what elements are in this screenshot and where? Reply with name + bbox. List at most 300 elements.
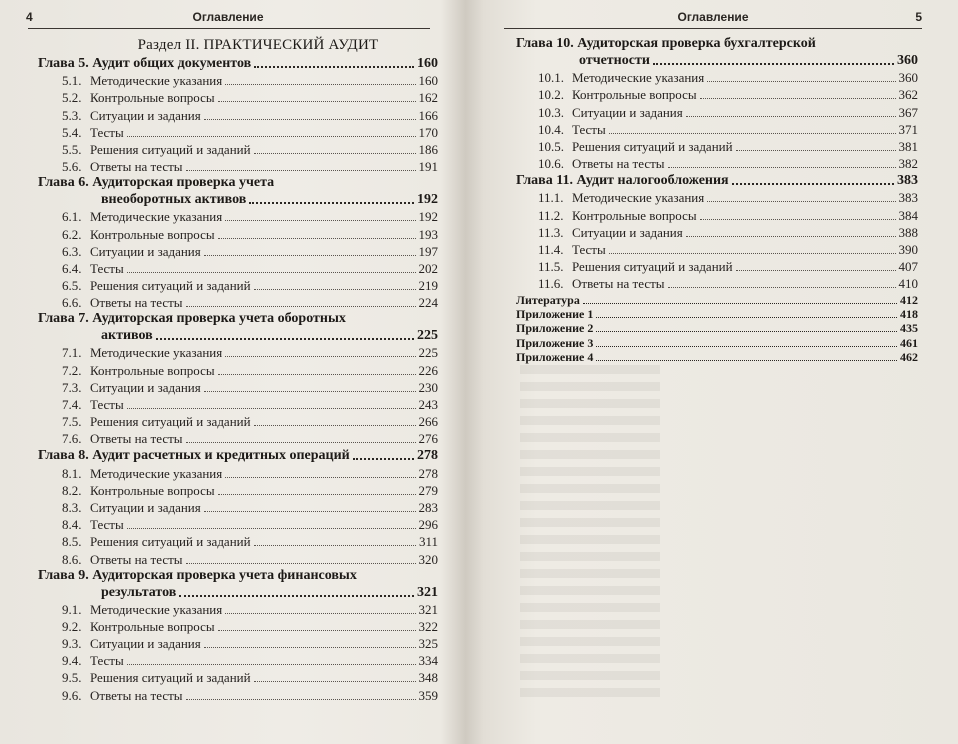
chapter-entry (38, 175, 438, 208)
subentry-title: Контрольные вопросы (572, 87, 697, 103)
subentry-label (62, 635, 201, 652)
subentry-label (538, 207, 697, 224)
subentry-number: 6.1. (62, 209, 82, 225)
subentry-number: 10.4. (538, 121, 564, 137)
dot-leader (218, 493, 416, 495)
subentry-title: Ситуации и задания (90, 636, 201, 652)
subentry-number: 11.6. (538, 276, 564, 292)
subentry-number: 9.3. (62, 636, 82, 652)
dot-leader (254, 424, 416, 426)
toc-subentry (38, 550, 438, 567)
toc-subentry (38, 344, 438, 361)
subentry-number: 11.1. (538, 190, 564, 206)
right-running-head (504, 10, 922, 26)
dot-leader (186, 305, 416, 307)
chapter-title: Глава 10. Аудиторская проверка бухгалтерской (516, 36, 816, 51)
chapter-page: 192 (417, 192, 438, 208)
toc-subentry (38, 516, 438, 533)
toc-subentry (38, 294, 438, 311)
subentry-number: 11.4. (538, 241, 564, 257)
dot-leader (609, 132, 896, 134)
chapter-page: 278 (417, 448, 438, 464)
dot-leader (700, 218, 896, 220)
subentry-number: 8.2. (62, 482, 82, 498)
left-chapters (38, 55, 438, 704)
toc-subentry (38, 124, 438, 141)
right-toc (516, 36, 918, 364)
subentry-number: 7.6. (62, 431, 82, 447)
subentry-label (538, 258, 733, 275)
left-running-head (26, 10, 430, 26)
dot-leader (700, 97, 896, 99)
dot-leader (186, 169, 416, 171)
dot-leader (736, 269, 896, 271)
subentry-label (62, 107, 201, 124)
subentry-label (62, 379, 201, 396)
subentry-title: Контрольные вопросы (572, 207, 697, 223)
chapter-title: результатов (101, 584, 177, 600)
toc-subentry (38, 601, 438, 618)
subentry-label (62, 294, 183, 311)
subentry-label (62, 465, 222, 482)
dot-leader (225, 219, 415, 221)
subentry-page: 224 (418, 295, 438, 311)
subentry-number: 7.4. (62, 397, 82, 412)
toc-subentry (38, 430, 438, 447)
subentry-label (62, 669, 251, 686)
back-matter-page: 435 (900, 321, 918, 336)
subentry-title: Контрольные вопросы (90, 362, 215, 378)
subentry-page: 390 (898, 241, 918, 257)
chapter-title: Глава 9. Аудиторская проверка учета финансовых (38, 567, 357, 583)
right-page (478, 0, 958, 744)
subentry-number: 9.2. (62, 618, 82, 634)
subentry-page: 243 (418, 397, 438, 412)
subentry-page: 348 (418, 670, 438, 686)
chapter-entry (516, 36, 918, 69)
subentry-label (62, 158, 183, 175)
chapter-entry (38, 447, 438, 464)
back-matter-title: Приложение 1 (516, 307, 594, 322)
subentry-label (538, 241, 606, 258)
subentry-title: Ответы на тесты (90, 551, 183, 567)
subentry-title: Методические указания (572, 190, 705, 206)
chapter-row (516, 172, 918, 189)
subentry-title: Контрольные вопросы (90, 226, 215, 242)
back-matter-title: Литература (516, 292, 580, 307)
dot-leader (249, 201, 414, 204)
toc-subentry (38, 158, 438, 175)
toc-subentry (38, 396, 438, 413)
toc-subentry (38, 277, 438, 294)
dot-leader (583, 302, 897, 304)
subentry-number: 8.4. (62, 517, 82, 533)
subentry-label (62, 687, 183, 704)
chapter-entry (38, 55, 438, 72)
subentry-label (62, 499, 201, 516)
subentry-page: 362 (898, 87, 918, 103)
toc-subentry (38, 635, 438, 652)
chapter-title: Глава 6. Аудиторская проверка учета (38, 175, 275, 191)
chapter-page: 321 (417, 584, 438, 600)
dot-leader (204, 118, 416, 120)
toc-subentry (516, 241, 918, 258)
back-matter-entry (516, 307, 918, 321)
chapter-row (516, 52, 918, 69)
subentry-number: 10.3. (538, 104, 564, 120)
subentry-page: 320 (418, 551, 438, 567)
subentry-number: 11.3. (538, 224, 564, 240)
subentry-number: 10.2. (538, 87, 564, 103)
subentry-number: 11.5. (538, 259, 564, 275)
chapter-title: внеоборотных активов (101, 192, 247, 208)
dot-leader (186, 698, 416, 700)
back-matter-title: Приложение 4 (516, 350, 594, 365)
subentry-page: 311 (418, 534, 438, 550)
subentry-label (62, 652, 124, 669)
chapter-entry (38, 311, 438, 344)
toc-subentry (516, 103, 918, 120)
subentry-title: Ответы на тесты (90, 687, 183, 703)
header-rule (28, 28, 430, 29)
section-title: Раздел II. ПРАКТИЧЕСКИЙ АУДИТ (137, 37, 379, 53)
subentry-page: 410 (898, 276, 918, 292)
subentry-label (538, 86, 697, 103)
dot-leader (668, 166, 896, 168)
page-number: 5 (915, 10, 922, 24)
subentry-number: 9.6. (62, 687, 82, 703)
subentry-title: Решения ситуаций и заданий (90, 414, 251, 430)
dot-leader (127, 527, 416, 529)
back-matter (516, 292, 918, 364)
subentry-page: 170 (418, 124, 438, 140)
subentry-label (62, 396, 124, 413)
dot-leader (254, 65, 414, 68)
chapter-row (38, 584, 438, 601)
toc-subentry (38, 89, 438, 106)
dot-leader (668, 286, 896, 288)
dot-leader (156, 337, 414, 340)
subentry-label (62, 618, 215, 635)
dot-leader (254, 288, 416, 290)
subentry-label (62, 413, 251, 430)
toc-subentry (516, 121, 918, 138)
back-matter-page: 462 (900, 350, 918, 365)
subentry-label (538, 155, 665, 172)
subentry-label (538, 275, 665, 292)
subentry-label (62, 141, 251, 158)
subentry-label (538, 69, 704, 86)
toc-subentry (38, 669, 438, 686)
dot-leader (707, 80, 895, 82)
subentry-title: Ситуации и задания (90, 107, 201, 123)
back-matter-entry (516, 350, 918, 364)
back-matter-title: Приложение 2 (516, 321, 594, 336)
subentry-page: 276 (418, 431, 438, 447)
toc-subentry (38, 499, 438, 516)
dot-leader (353, 457, 414, 460)
toc-subentry (38, 260, 438, 277)
subentry-number: 11.2. (538, 207, 564, 223)
chapter-entry (38, 568, 438, 601)
subentry-title: Методические указания (90, 465, 223, 481)
dot-leader (225, 476, 415, 478)
subentry-label (62, 89, 215, 106)
subentry-title: Тесты (90, 260, 124, 276)
subentry-title: Ситуации и задания (572, 104, 683, 120)
subentry-title: Ответы на тесты (90, 295, 183, 311)
dot-leader (186, 562, 416, 564)
toc-subentry (516, 258, 918, 275)
subentry-title: Методические указания (90, 73, 223, 89)
subentry-label (62, 243, 201, 260)
subentry-label (62, 601, 222, 618)
chapter-row (38, 191, 438, 208)
toc-subentry (38, 72, 438, 89)
subentry-number: 10.1. (538, 70, 564, 86)
subentry-number: 5.1. (62, 73, 82, 89)
dot-leader (653, 62, 894, 65)
subentry-page: 186 (418, 141, 438, 157)
chapter-title: активов (101, 328, 153, 344)
dot-leader (218, 100, 416, 102)
toc-subentry (516, 155, 918, 172)
dot-leader (225, 83, 415, 85)
subentry-number: 9.4. (62, 653, 82, 669)
subentry-title: Ответы на тесты (572, 156, 665, 172)
toc-subentry (38, 686, 438, 703)
left-toc (38, 36, 438, 704)
subentry-number: 7.1. (62, 345, 82, 361)
subentry-number: 8.1. (62, 465, 82, 481)
chapter-title: Глава 5. Аудит общих документов (38, 56, 252, 71)
dot-leader (254, 544, 416, 546)
toc-subentry (38, 379, 438, 396)
subentry-number: 9.5. (62, 670, 82, 686)
subentry-title: Контрольные вопросы (90, 482, 215, 498)
subentry-number: 6.6. (62, 295, 82, 311)
subentry-page: 162 (418, 90, 438, 106)
subentry-number: 10.6. (538, 156, 564, 172)
subentry-label (62, 430, 183, 447)
toc-subentry (516, 138, 918, 155)
subentry-number: 6.2. (62, 226, 82, 242)
subentry-title: Ответы на тесты (90, 159, 183, 175)
dot-leader (254, 680, 416, 682)
subentry-title: Тесты (90, 653, 124, 669)
dot-leader (707, 200, 895, 202)
dot-leader (186, 441, 416, 443)
back-matter-page: 418 (900, 307, 918, 322)
subentry-title: Тесты (572, 121, 606, 137)
subentry-number: 5.5. (62, 141, 82, 157)
subentry-title: Решения ситуаций и заданий (572, 138, 733, 154)
running-title: Оглавление (192, 10, 264, 24)
subentry-title: Тесты (572, 241, 606, 257)
dot-leader (596, 330, 897, 332)
subentry-page: 381 (898, 138, 918, 154)
left-page (0, 0, 470, 744)
subentry-title: Ситуации и задания (90, 243, 201, 259)
toc-subentry (38, 361, 438, 378)
subentry-page: 388 (898, 224, 918, 240)
dot-leader (204, 390, 416, 392)
subentry-title: Методические указания (90, 209, 223, 225)
toc-subentry (516, 86, 918, 103)
subentry-number: 6.4. (62, 260, 82, 276)
dot-leader (609, 252, 896, 254)
subentry-label (62, 124, 124, 141)
subentry-page: 382 (898, 156, 918, 172)
subentry-page: 225 (418, 345, 438, 361)
subentry-title: Решения ситуаций и заданий (90, 278, 251, 294)
subentry-page: 360 (898, 70, 918, 86)
subentry-title: Методические указания (90, 345, 223, 361)
subentry-number: 7.2. (62, 362, 82, 378)
subentry-title: Решения ситуаций и заданий (90, 141, 251, 157)
dot-leader (686, 115, 896, 117)
subentry-number: 6.5. (62, 278, 82, 294)
dot-leader (204, 254, 416, 256)
subentry-title: Тесты (90, 397, 124, 412)
toc-subentry (38, 413, 438, 430)
subentry-page: 321 (418, 601, 438, 617)
chapter-title: отчетности (579, 53, 650, 68)
subentry-page: 384 (898, 207, 918, 223)
back-matter-entry (516, 321, 918, 335)
toc-subentry (516, 275, 918, 292)
back-matter-entry (516, 292, 918, 306)
subentry-label (62, 516, 124, 533)
toc-subentry (38, 141, 438, 158)
toc-subentry (516, 224, 918, 241)
back-matter-entry (516, 335, 918, 349)
header-rule (504, 28, 922, 29)
subentry-title: Методические указания (572, 70, 705, 86)
subentry-number: 5.6. (62, 159, 82, 175)
toc-subentry (38, 464, 438, 481)
subentry-page: 371 (898, 121, 918, 137)
toc-subentry (38, 243, 438, 260)
chapter-title: Глава 8. Аудит расчетных и кредитных операций (38, 448, 350, 464)
subentry-page: 192 (418, 209, 438, 225)
subentry-title: Ответы на тесты (572, 276, 665, 292)
dot-leader (596, 345, 897, 347)
subentry-title: Тесты (90, 124, 124, 140)
chapter-row (38, 447, 438, 464)
page-number: 4 (26, 10, 33, 24)
dot-leader (254, 152, 416, 154)
subentry-label (538, 189, 704, 206)
subentry-page: 322 (418, 618, 438, 634)
subentry-title: Ситуации и задания (90, 379, 201, 395)
toc-subentry (38, 533, 438, 550)
chapter-title: Глава 11. Аудит налогообложения (516, 173, 729, 189)
subentry-number: 8.6. (62, 551, 82, 567)
chapter-row (38, 55, 438, 72)
subentry-title: Контрольные вопросы (90, 90, 215, 106)
chapter-page: 383 (897, 173, 918, 189)
subentry-label (62, 208, 222, 225)
subentry-page: 193 (418, 226, 438, 242)
subentry-page: 191 (418, 159, 438, 175)
subentry-page: 219 (418, 278, 438, 294)
toc-subentry (38, 208, 438, 225)
dot-leader (732, 182, 894, 185)
dot-leader (127, 407, 416, 409)
subentry-page: 325 (418, 636, 438, 652)
subentry-title: Решения ситуаций и заданий (90, 534, 251, 550)
subentry-page: 266 (418, 414, 438, 430)
subentry-number: 8.3. (62, 499, 82, 515)
subentry-page: 278 (418, 465, 438, 481)
subentry-page: 230 (418, 379, 438, 395)
subentry-label (62, 226, 215, 243)
subentry-number: 5.2. (62, 90, 82, 106)
subentry-label (538, 138, 733, 155)
subentry-title: Решения ситуаций и заданий (90, 670, 251, 686)
dot-leader (596, 359, 897, 361)
subentry-label (62, 362, 215, 379)
subentry-number: 5.4. (62, 124, 82, 140)
back-matter-page: 412 (900, 292, 918, 307)
dot-leader (218, 629, 416, 631)
subentry-title: Решения ситуаций и заданий (572, 259, 733, 275)
subentry-page: 283 (418, 499, 438, 515)
subentry-label (538, 224, 683, 241)
chapter-title: Глава 7. Аудиторская проверка учета оборотных (38, 311, 346, 327)
dot-leader (127, 135, 416, 137)
subentry-label (538, 121, 606, 138)
subentry-number: 7.5. (62, 414, 82, 430)
subentry-page: 279 (418, 482, 438, 498)
subentry-label (62, 277, 251, 294)
dot-leader (686, 235, 896, 237)
toc-subentry (38, 106, 438, 123)
subentry-page: 296 (418, 517, 438, 533)
subentry-page: 383 (898, 190, 918, 206)
back-matter-page: 461 (900, 335, 918, 350)
subentry-page: 226 (418, 362, 438, 378)
subentry-label (62, 551, 183, 568)
dot-leader (204, 510, 416, 512)
subentry-number: 6.3. (62, 243, 82, 259)
subentry-page: 359 (418, 687, 438, 703)
subentry-page: 367 (898, 104, 918, 120)
subentry-number: 10.5. (538, 138, 564, 154)
toc-subentry (38, 225, 438, 242)
toc-subentry (38, 618, 438, 635)
dot-leader (218, 237, 416, 239)
back-matter-title: Приложение 3 (516, 335, 594, 350)
subentry-title: Методические указания (90, 601, 223, 617)
dot-leader (204, 646, 416, 648)
subentry-page: 407 (898, 259, 918, 275)
dot-leader (127, 271, 416, 273)
subentry-label (538, 104, 683, 121)
subentry-number: 7.3. (62, 379, 82, 395)
chapter-page: 160 (417, 56, 438, 71)
toc-subentry (516, 206, 918, 223)
chapter-page: 225 (417, 328, 438, 344)
dot-leader (225, 612, 415, 614)
dot-leader (179, 594, 414, 597)
toc-subentry (38, 482, 438, 499)
dot-leader (596, 316, 897, 318)
subentry-title: Ситуации и задания (572, 224, 683, 240)
subentry-number: 8.5. (62, 534, 82, 550)
subentry-title: Тесты (90, 517, 124, 533)
